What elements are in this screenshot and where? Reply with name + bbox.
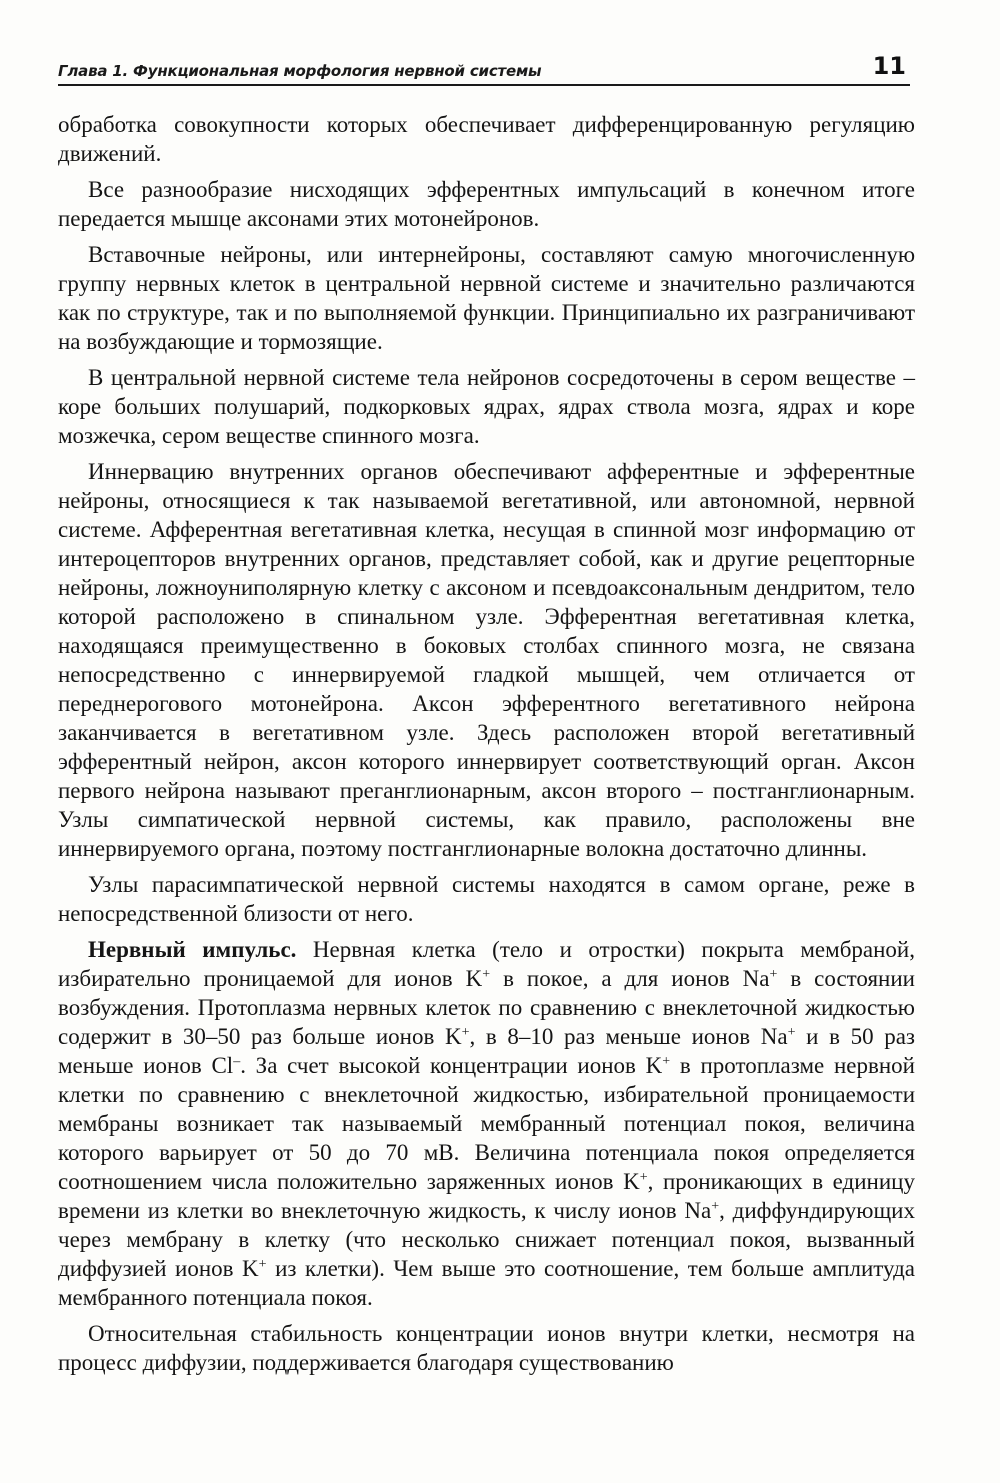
- running-title: Глава 1. Функциональная морфология нервной системы: [58, 62, 542, 80]
- text-run: из клетки). Чем выше это соотношение, тем больше амплитуда мембранного потенциала покоя.: [58, 1256, 916, 1310]
- paragraph: Все разнообразие нисходящих эфферентных импульсаций в конечном итоге передается мышце аксонами этих мотонейронов.: [58, 177, 915, 231]
- page-number: 11: [872, 52, 906, 80]
- text-run: Нервная клетка (тело и отростки) покрыта мембраной, избирательно проницаемой для ионов K: [58, 937, 915, 991]
- page-header: [58, 48, 910, 86]
- text-run: . За счет высокой концентрации ионов K: [240, 1053, 663, 1078]
- run-in-heading: Нервный импульс.: [88, 937, 297, 962]
- charge-superscript: +: [639, 1170, 648, 1185]
- paragraph-continuation: обработка совокупности которых обеспечивает дифференцированную регуляцию движений.: [58, 112, 915, 166]
- text-run: в состоянии возбуждения. Протоплазма нервных клеток по сравнению с внеклеточной жидкостью содержит в 30–50 раз больше ионов K: [58, 966, 915, 1049]
- text-run: в протоплазме нервной клетки по сравнению с внеклеточной жидкостью, избирательной проницаемости мембраны возникает так называемый мембранный потенциал покоя, величина которого варьирует от 50 до 70 мВ. Величина потенциала покоя определяется соотношением числа положительно заряженных ионов K: [58, 1053, 915, 1194]
- charge-superscript: +: [461, 1025, 470, 1040]
- text-run: , проникающих в единицу времени из клетки во внеклеточную жидкость, к числу ионов Na: [58, 1169, 915, 1223]
- paragraph: Иннервацию внутренних органов обеспечивают афферентные и эфферентные нейроны, относящиеся к так называемой вегетативной, или автономной, нервной системе. Афферентная вегетативная клетка, несущая в спинной мозг информацию от интероцепторов внутренних органов, представляет собой, как и другие рецепторные нейроны, ложноуниполярную клетку с аксоном и псевдоаксональным дендритом, тело которой расположено в спинальном узле. Эфферентная вегетативная клетка, находящаяся преимущественно в боковых столбах спинного мозга, не связана непосредственно с иннервируемой гладкой мышцей, чем отличается от переднерогового мотонейрона. Аксон эфферентного вегетативного нейрона заканчивается в вегетативном узле. Здесь расположен второй вегетативный эфферентный нейрон, аксон которого иннервирует соответствующий орган. Аксон первого нейрона называют преганглионарным, аксон второго – постганглионарным. Узлы симпатической нервной системы, как правило, расположены вне иннервируемого органа, поэтому постганглионарные волокна достаточно длинны.: [58, 459, 915, 861]
- paragraph: Вставочные нейроны, или интернейроны, составляют самую многочисленную группу нервных клеток в центральной нервной системе и значительно различаются как по структуре, так и по выполняемой функции. Принципиально их разграничивают на возбуждающие и тормозящие.: [58, 242, 915, 354]
- nerve-impulse-paragraph: [58, 935, 915, 1312]
- charge-superscript: +: [769, 967, 778, 982]
- paragraph: Узлы парасимпатической нервной системы находятся в самом органе, реже в непосредственной близости от него.: [58, 872, 915, 926]
- body-text: [58, 110, 915, 1384]
- charge-superscript: +: [258, 1257, 267, 1272]
- text-run: , в 8–10 раз меньше ионов Na: [469, 1024, 788, 1049]
- charge-superscript: –: [233, 1054, 241, 1069]
- charge-superscript: +: [711, 1199, 720, 1214]
- paragraph: Относительная стабильность концентрации ионов внутри клетки, несмотря на процесс диффузии, поддерживается благодаря существованию: [58, 1321, 915, 1375]
- charge-superscript: +: [787, 1025, 796, 1040]
- charge-superscript: +: [662, 1054, 671, 1069]
- text-run: в покое, а для ионов Na: [490, 966, 770, 991]
- paragraph: В центральной нервной системе тела нейронов сосредоточены в сером веществе – коре больших полушарий, подкорковых ядрах, ядрах ствола мозга, ядрах и коре мозжечка, сером веществе спинного мозга.: [58, 365, 915, 448]
- text-run: и в 50 раз меньше ионов Cl: [58, 1024, 916, 1078]
- text-run: , диффундирующих через мембрану в клетку (что несколько снижает потенциал покоя, вызванный диффузией ионов K: [58, 1198, 915, 1281]
- charge-superscript: +: [482, 967, 491, 982]
